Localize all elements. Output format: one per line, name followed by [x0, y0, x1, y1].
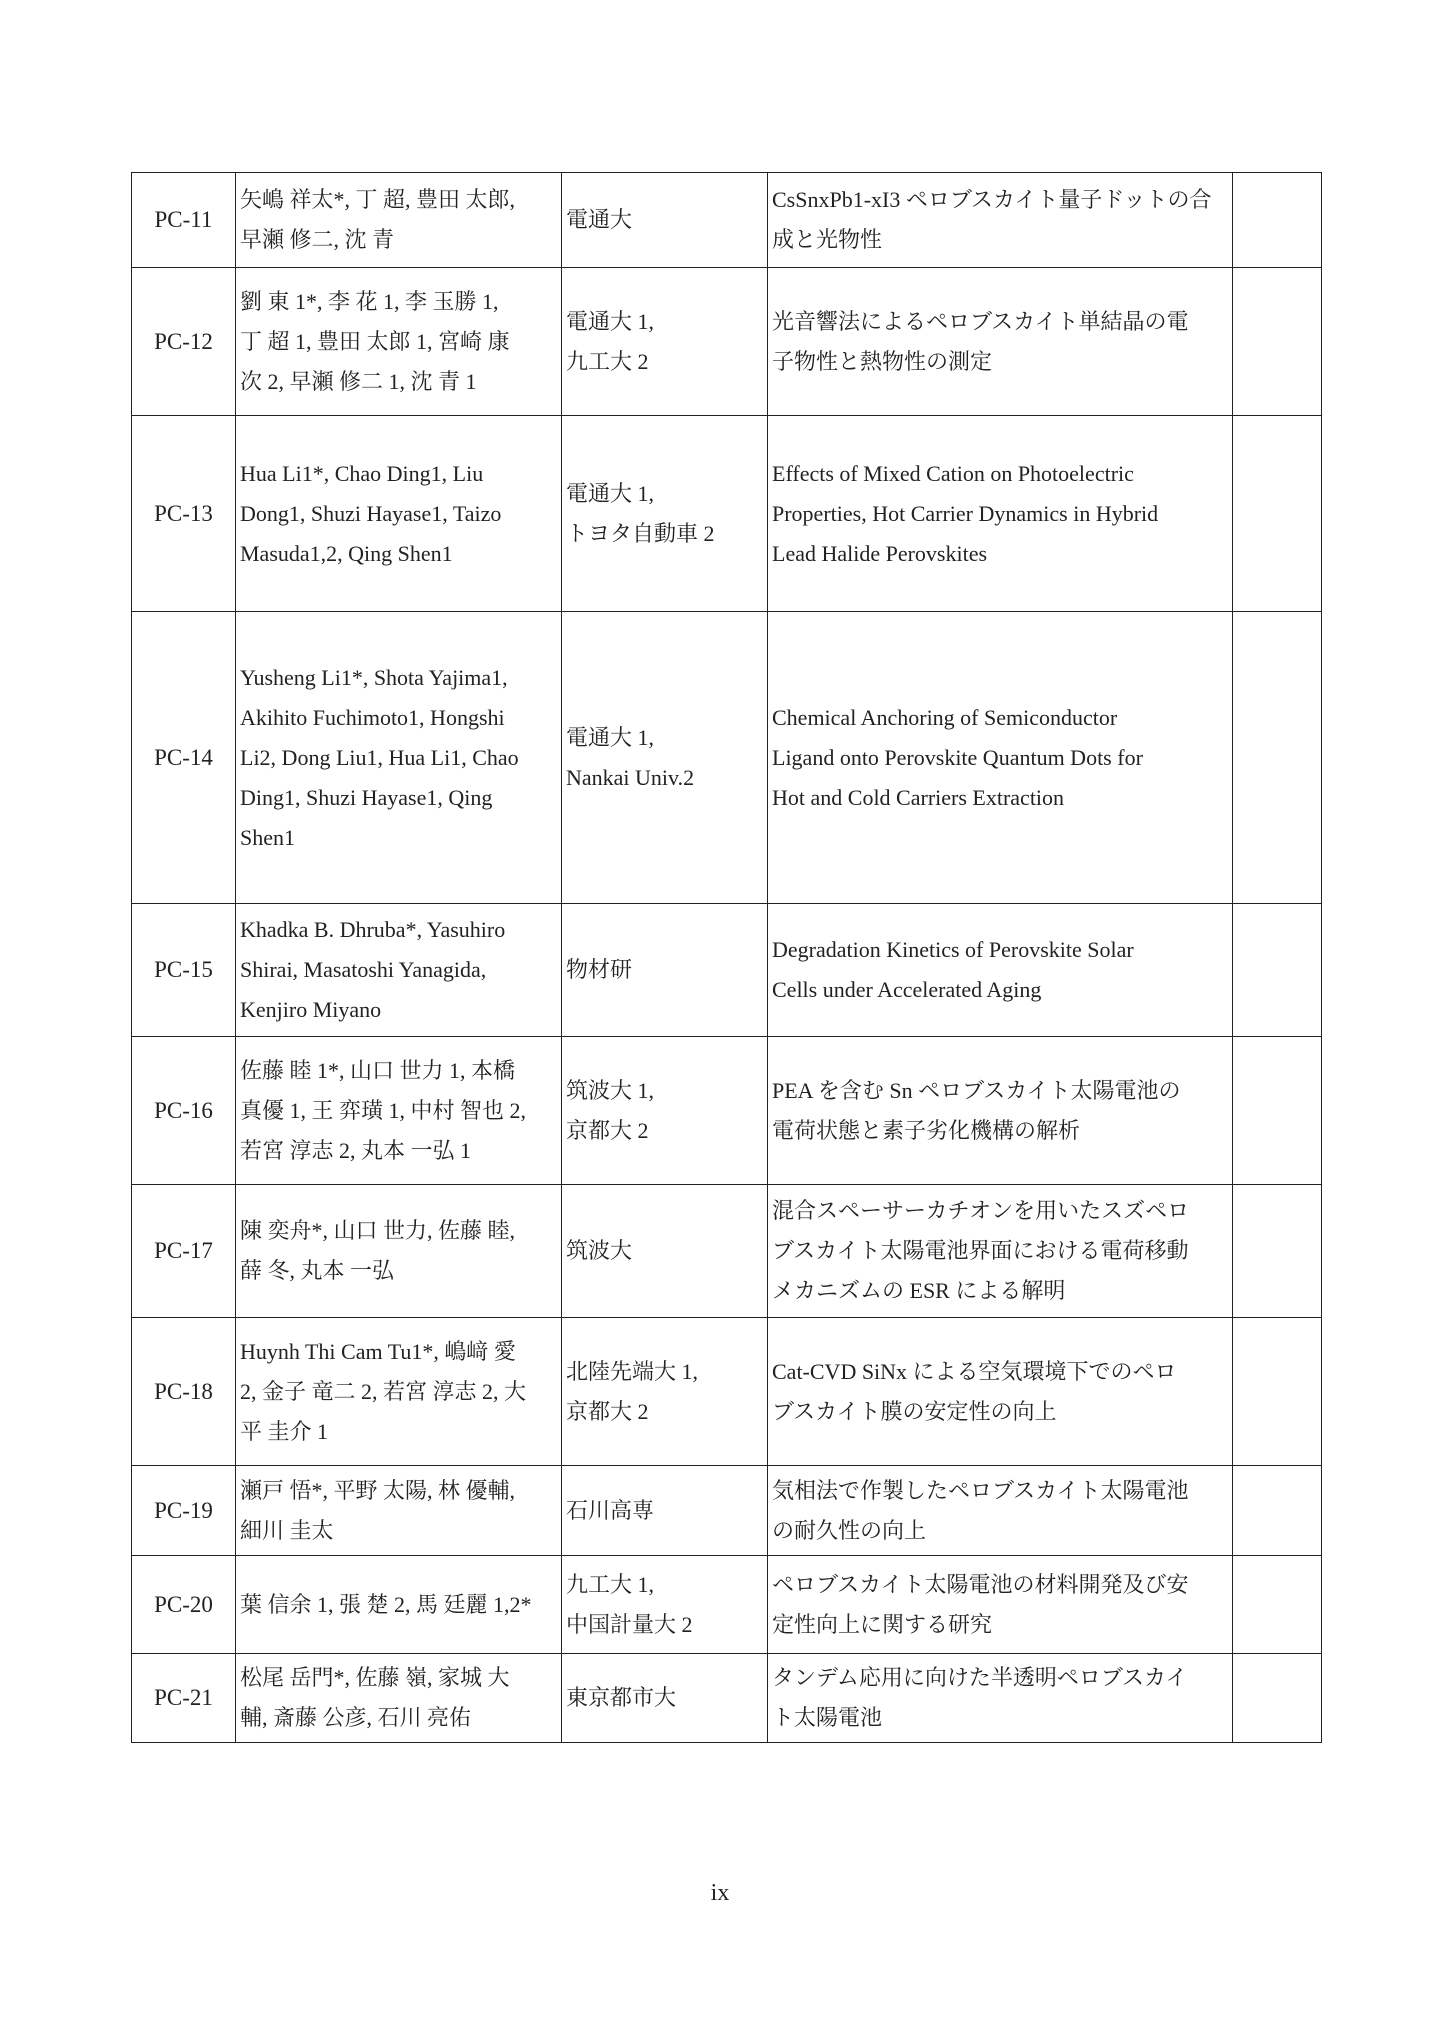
- author-line: 松尾 岳門*, 佐藤 嶺, 家城 大: [240, 1665, 510, 1690]
- author-line: 細川 圭太: [240, 1517, 334, 1543]
- table-row: [132, 1185, 1322, 1318]
- author-line: 佐藤 睦 1*, 山口 世力 1, 本橋: [240, 1057, 516, 1083]
- affiliation-line: 電通大 1,: [566, 308, 655, 334]
- author-line: 輔, 斎藤 公彦, 石川 亮佑: [240, 1705, 472, 1730]
- notes-cell: [1233, 904, 1322, 1037]
- title-line: Chemical Anchoring of Semiconductor: [772, 704, 1118, 730]
- presentation-id: PC-13: [132, 416, 236, 612]
- table-row: [132, 173, 1322, 268]
- presentation-id: PC-16: [132, 1037, 236, 1185]
- author-line: Akihito Fuchimoto1, Hongshi: [240, 704, 505, 730]
- authors-cell: [236, 416, 562, 612]
- author-line: 陳 奕舟*, 山口 世力, 佐藤 睦,: [240, 1218, 516, 1243]
- author-line: 早瀬 修二, 沈 青: [240, 227, 395, 252]
- affiliation-cell: [562, 612, 768, 904]
- title-cell: [768, 1037, 1233, 1185]
- notes-cell: [1233, 1037, 1322, 1185]
- presentation-id: PC-17: [132, 1185, 236, 1318]
- author-line: Li2, Dong Liu1, Hua Li1, Chao: [240, 744, 519, 770]
- authors-cell: [236, 1318, 562, 1466]
- table-row: [132, 268, 1322, 416]
- affiliation-cell: [562, 1037, 768, 1185]
- table-row: [132, 904, 1322, 1037]
- table-row: [132, 1466, 1322, 1556]
- title-line: 成と光物性: [772, 227, 883, 252]
- notes-cell: [1233, 416, 1322, 612]
- title-line: Hot and Cold Carriers Extraction: [772, 784, 1065, 810]
- table-row: [132, 1654, 1322, 1743]
- affiliation-line: 東京都市大: [566, 1685, 677, 1710]
- title-line: ブスカイト膜の安定性の向上: [772, 1398, 1057, 1424]
- affiliation-cell: [562, 1556, 768, 1654]
- title-cell: [768, 1185, 1233, 1318]
- author-line: 真優 1, 王 弈璜 1, 中村 智也 2,: [240, 1097, 527, 1123]
- author-line: Kenjiro Miyano: [240, 997, 382, 1022]
- author-line: 2, 金子 竜二 2, 若宮 淳志 2, 大: [240, 1378, 527, 1404]
- affiliation-line: 京都大 2: [566, 1398, 649, 1424]
- title-line: Degradation Kinetics of Perovskite Solar: [772, 937, 1134, 962]
- author-line: 葉 信余 1, 張 楚 2, 馬 廷麗 1,2*: [240, 1591, 532, 1617]
- author-line: Yusheng Li1*, Shota Yajima1,: [240, 664, 508, 690]
- authors-cell: [236, 1185, 562, 1318]
- affiliation-line: 電通大 1,: [566, 724, 655, 750]
- title-cell: [768, 173, 1233, 268]
- title-line: Properties, Hot Carrier Dynamics in Hybrid: [772, 500, 1159, 526]
- title-line: Cells under Accelerated Aging: [772, 977, 1042, 1002]
- title-line: タンデム応用に向けた半透明ペロブスカイ: [772, 1665, 1188, 1690]
- presentation-id: PC-19: [132, 1466, 236, 1556]
- affiliation-line: 電通大 1,: [566, 480, 655, 506]
- title-cell: [768, 1318, 1233, 1466]
- affiliation-line: 筑波大 1,: [566, 1077, 655, 1103]
- presentation-id: PC-11: [132, 173, 236, 268]
- title-cell: [768, 1466, 1233, 1556]
- affiliation-line: 物材研: [566, 957, 633, 982]
- title-line: の耐久性の向上: [772, 1517, 927, 1543]
- notes-cell: [1233, 1185, 1322, 1318]
- title-line: 光音響法によるペロブスカイト単結晶の電: [772, 308, 1189, 334]
- affiliation-line: 中国計量大 2: [566, 1611, 693, 1637]
- authors-cell: [236, 268, 562, 416]
- table-row: [132, 1318, 1322, 1466]
- title-line: メカニズムの ESR による解明: [772, 1278, 1066, 1303]
- presentation-id: PC-18: [132, 1318, 236, 1466]
- title-line: ト太陽電池: [772, 1705, 883, 1730]
- title-cell: [768, 268, 1233, 416]
- affiliation-line: 筑波大: [566, 1238, 633, 1263]
- table-row: [132, 1556, 1322, 1654]
- author-line: 丁 超 1, 豊田 太郎 1, 宮崎 康: [240, 328, 510, 354]
- program-table: [131, 172, 1322, 1743]
- title-line: PEA を含む Sn ペロブスカイト太陽電池の: [772, 1077, 1181, 1103]
- presentation-id: PC-15: [132, 904, 236, 1037]
- notes-cell: [1233, 1556, 1322, 1654]
- affiliation-cell: [562, 416, 768, 612]
- affiliation-cell: [562, 1654, 768, 1743]
- authors-cell: [236, 173, 562, 268]
- authors-cell: [236, 1466, 562, 1556]
- authors-cell: [236, 1037, 562, 1185]
- author-line: 瀬戸 悟*, 平野 太陽, 林 優輔,: [240, 1477, 516, 1503]
- affiliation-line: 九工大 1,: [566, 1571, 655, 1597]
- affiliation-line: 電通大: [566, 207, 633, 232]
- author-line: Masuda1,2, Qing Shen1: [240, 540, 453, 566]
- title-cell: [768, 904, 1233, 1037]
- affiliation-cell: [562, 1185, 768, 1318]
- title-cell: [768, 1556, 1233, 1654]
- table-row: [132, 416, 1322, 612]
- notes-cell: [1233, 612, 1322, 904]
- affiliation-cell: [562, 1318, 768, 1466]
- title-line: Lead Halide Perovskites: [772, 540, 988, 566]
- presentation-id: PC-20: [132, 1556, 236, 1654]
- authors-cell: [236, 1556, 562, 1654]
- title-line: ペロブスカイト太陽電池の材料開発及び安: [772, 1571, 1189, 1597]
- title-line: Cat-CVD SiNx による空気環境下でのペロ: [772, 1358, 1177, 1384]
- table-body: [132, 173, 1322, 1743]
- title-line: ブスカイト太陽電池界面における電荷移動: [772, 1238, 1189, 1263]
- notes-cell: [1233, 1654, 1322, 1743]
- affiliation-line: Nankai Univ.2: [566, 764, 695, 790]
- title-line: 電荷状態と素子劣化機構の解析: [772, 1117, 1081, 1143]
- title-line: 子物性と熱物性の測定: [772, 348, 993, 374]
- authors-cell: [236, 612, 562, 904]
- affiliation-cell: [562, 904, 768, 1037]
- affiliation-cell: [562, 268, 768, 416]
- authors-cell: [236, 1654, 562, 1743]
- author-line: Khadka B. Dhruba*, Yasuhiro: [240, 917, 506, 942]
- title-line: CsSnxPb1-xI3 ペロブスカイト量子ドットの合: [772, 187, 1212, 212]
- presentation-id: PC-21: [132, 1654, 236, 1743]
- author-line: Shirai, Masatoshi Yanagida,: [240, 957, 487, 982]
- affiliation-cell: [562, 1466, 768, 1556]
- title-cell: [768, 612, 1233, 904]
- notes-cell: [1233, 1318, 1322, 1466]
- affiliation-line: 九工大 2: [566, 348, 649, 374]
- title-line: 混合スペーサーカチオンを用いたスズペロ: [772, 1198, 1190, 1223]
- table-row: [132, 1037, 1322, 1185]
- title-cell: [768, 416, 1233, 612]
- author-line: Shen1: [240, 824, 295, 850]
- notes-cell: [1233, 173, 1322, 268]
- author-line: 劉 東 1*, 李 花 1, 李 玉勝 1,: [240, 288, 499, 314]
- author-line: 次 2, 早瀬 修二 1, 沈 青 1: [240, 368, 477, 394]
- affiliation-line: 京都大 2: [566, 1117, 649, 1143]
- title-line: 気相法で作製したペロブスカイト太陽電池: [772, 1477, 1189, 1503]
- presentation-id: PC-12: [132, 268, 236, 416]
- author-line: 若宮 淳志 2, 丸本 一弘 1: [240, 1137, 472, 1163]
- affiliation-line: トヨタ自動車 2: [566, 520, 715, 546]
- notes-cell: [1233, 268, 1322, 416]
- presentation-id: PC-14: [132, 612, 236, 904]
- affiliation-line: 北陸先端大 1,: [566, 1358, 699, 1384]
- author-line: 平 圭介 1: [240, 1418, 329, 1444]
- title-line: Effects of Mixed Cation on Photoelectric: [772, 460, 1134, 486]
- title-line: Ligand onto Perovskite Quantum Dots for: [772, 744, 1143, 770]
- page-number: ix: [710, 1880, 730, 1906]
- table-row: [132, 612, 1322, 904]
- author-line: Huynh Thi Cam Tu1*, 嶋﨑 愛: [240, 1338, 516, 1364]
- affiliation-cell: [562, 173, 768, 268]
- title-cell: [768, 1654, 1233, 1743]
- author-line: Hua Li1*, Chao Ding1, Liu: [240, 460, 484, 486]
- author-line: 薛 冬, 丸本 一弘: [240, 1258, 395, 1283]
- authors-cell: [236, 904, 562, 1037]
- affiliation-line: 石川高専: [566, 1497, 655, 1523]
- author-line: Ding1, Shuzi Hayase1, Qing: [240, 784, 493, 810]
- author-line: Dong1, Shuzi Hayase1, Taizo: [240, 500, 502, 526]
- author-line: 矢嶋 祥太*, 丁 超, 豊田 太郎,: [240, 187, 516, 212]
- title-line: 定性向上に関する研究: [772, 1611, 993, 1637]
- notes-cell: [1233, 1466, 1322, 1556]
